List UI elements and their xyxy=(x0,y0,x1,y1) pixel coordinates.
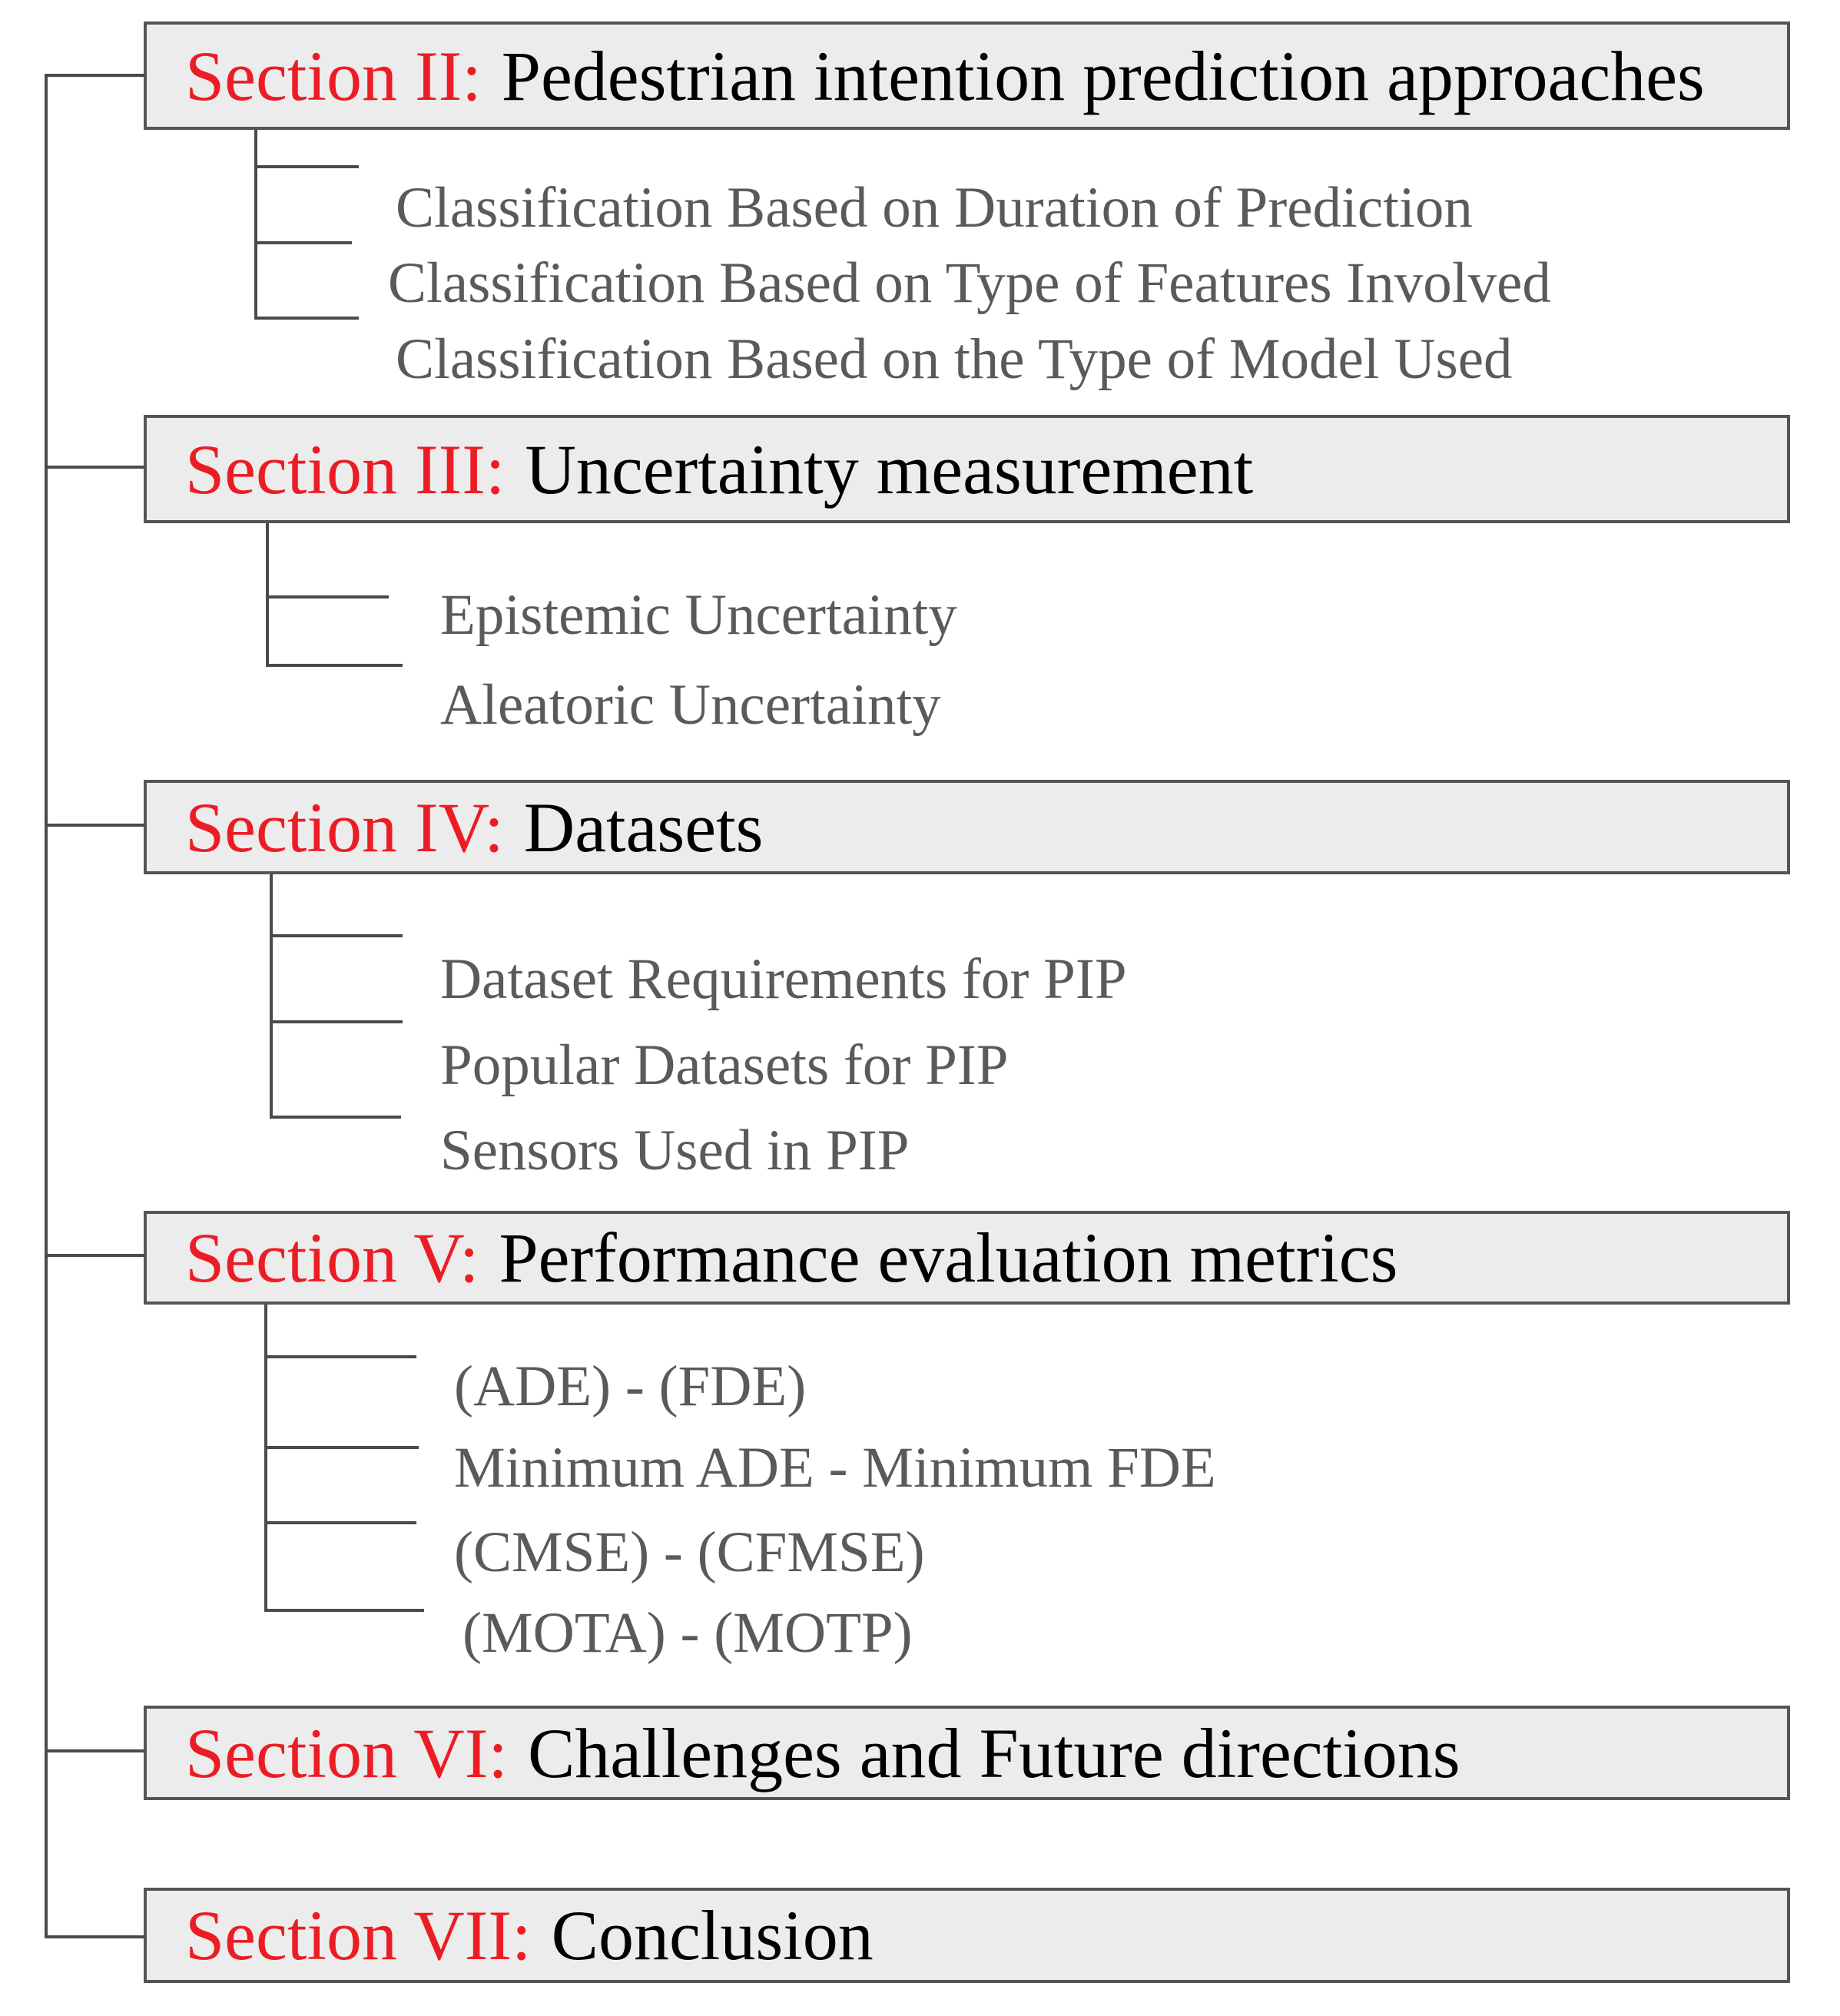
sub-item-ade-fde: (ADE) - (FDE) xyxy=(454,1354,807,1418)
branch-line xyxy=(45,74,145,77)
sub-branch-line xyxy=(254,165,359,168)
branch-line xyxy=(45,824,145,827)
section-box xyxy=(144,1706,1790,1800)
section-title: Conclusion xyxy=(551,1896,874,1975)
sub-item-popular-datasets: Popular Datasets for PIP xyxy=(440,1033,1009,1097)
main-trunk-line xyxy=(45,74,48,1937)
sub-branch-line xyxy=(264,1355,416,1358)
section-box xyxy=(144,415,1790,523)
sub-item-cmse-cfmse: (CMSE) - (CFMSE) xyxy=(454,1520,925,1584)
section-box xyxy=(144,22,1790,130)
section-label: Section III: xyxy=(185,429,506,509)
sub-item-min-ade-fde: Minimum ADE - Minimum FDE xyxy=(454,1436,1216,1500)
section-title: Pedestrian intention prediction approaches xyxy=(501,36,1705,115)
sub-branch-line xyxy=(264,1446,419,1449)
sub-item-aleatoric: Aleatoric Uncertainty xyxy=(440,673,941,737)
sub-item-sensors: Sensors Used in PIP xyxy=(440,1119,910,1182)
branch-line xyxy=(45,1749,145,1752)
section-box xyxy=(144,780,1790,874)
sub-branch-line xyxy=(266,664,403,667)
sub-branch-line xyxy=(266,595,389,598)
sub-branch-line xyxy=(254,317,359,320)
sub-branch-line xyxy=(264,1609,424,1612)
sub-trunk-line xyxy=(264,1305,267,1612)
branch-line xyxy=(45,1254,145,1257)
sub-branch-line xyxy=(254,241,352,244)
sub-branch-line xyxy=(270,1020,403,1023)
section-box xyxy=(144,1888,1790,1983)
section-label: Section II: xyxy=(185,36,482,115)
section-label: Section V: xyxy=(185,1219,479,1297)
section-box xyxy=(144,1211,1790,1305)
sub-item-dataset-requirements: Dataset Requirements for PIP xyxy=(440,947,1127,1011)
section-label: Section VII: xyxy=(185,1896,532,1975)
section-label: Section VI: xyxy=(185,1713,508,1792)
sub-item-duration-of-prediction: Classification Based on Duration of Prediction xyxy=(396,176,1473,240)
sub-branch-line xyxy=(264,1521,416,1524)
section-title: Datasets xyxy=(523,788,764,867)
section-label: Section IV: xyxy=(185,788,504,867)
section-title: Performance evaluation metrics xyxy=(499,1219,1398,1297)
sub-item-mota-motp: (MOTA) - (MOTP) xyxy=(462,1601,913,1665)
sub-item-type-of-features: Classification Based on Type of Features Involved xyxy=(388,251,1551,315)
sub-branch-line xyxy=(270,1116,401,1119)
section-title: Challenges and Future directions xyxy=(527,1713,1460,1792)
branch-line xyxy=(45,1935,145,1938)
sub-item-type-of-model: Classification Based on the Type of Model Used xyxy=(396,327,1513,391)
sub-branch-line xyxy=(270,934,403,937)
sub-item-epistemic: Epistemic Uncertainty xyxy=(440,583,957,647)
sub-trunk-line xyxy=(254,130,257,320)
section-title: Uncertainty measurement xyxy=(525,429,1254,509)
sub-trunk-line xyxy=(270,874,273,1119)
branch-line xyxy=(45,466,145,469)
